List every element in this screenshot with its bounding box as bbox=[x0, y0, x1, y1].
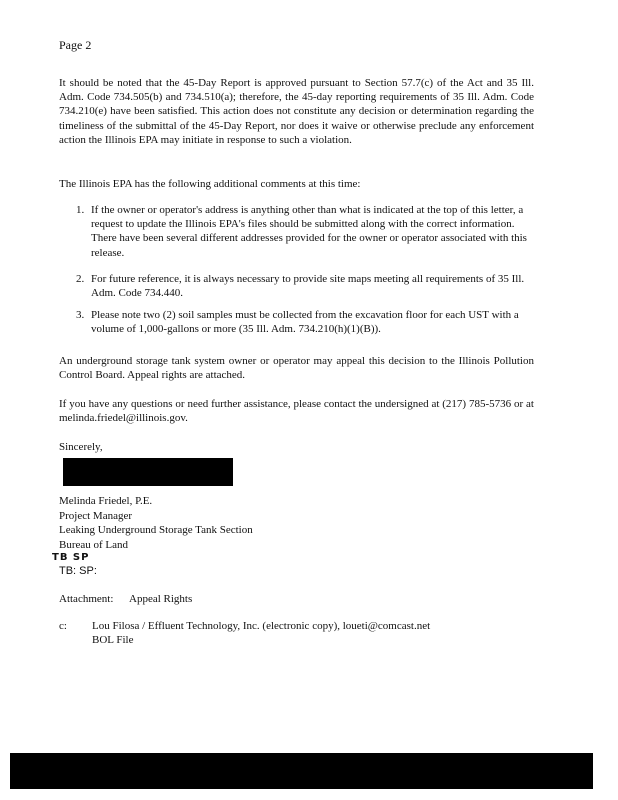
list-text: For future reference, it is always necessary to provide site maps meeting all requirements of 35 Ill. Adm. Code 734.440. bbox=[91, 272, 525, 300]
list-number: 1. bbox=[76, 204, 85, 216]
attachment-label: Attachment: bbox=[59, 593, 114, 605]
handwritten-initials: TB SP bbox=[52, 552, 90, 563]
cc-recipients bbox=[92, 619, 430, 647]
signer-name: Melinda Friedel, P.E. bbox=[59, 495, 153, 507]
redacted-footer bbox=[10, 753, 593, 789]
closing: Sincerely, bbox=[59, 441, 103, 453]
cc-line-1: Lou Filosa / Effluent Technology, Inc. (electronic copy), loueti@comcast.net bbox=[92, 620, 431, 632]
attachment-line bbox=[59, 592, 193, 606]
comments-intro: The Illinois EPA has the following additional comments at this time: bbox=[59, 178, 361, 190]
list-text: Please note two (2) soil samples must be collected from the excavation floor for each UST with a volume of 1,000-gallons or more (35 Ill. Adm. 734.210(h)(1)(B)). bbox=[91, 309, 519, 336]
list-number: 3. bbox=[76, 309, 85, 322]
signer-title: Project Manager bbox=[59, 509, 132, 522]
contact-paragraph: If you have any questions or need further assistance, please contact the undersigned at (217) 785-5736 or at melinda.friedel@illinois.gov. bbox=[59, 398, 534, 425]
typed-initials: TB: SP: bbox=[59, 565, 97, 577]
attachment-value: Appeal Rights bbox=[129, 593, 193, 605]
redacted-signature bbox=[63, 458, 233, 486]
comments-list bbox=[59, 203, 534, 346]
list-item bbox=[59, 272, 534, 300]
page-number: Page 2 bbox=[59, 38, 92, 52]
approval-paragraph: It should be noted that the 45-Day Report is approved pursuant to Section 57.7(c) of the Act and 35 Ill. Adm. Code 734.505(b) and 734.510(a); therefore, the 45-day reporting requirements of 35 Ill. Adm. Code 734.210(e) have been satisfied. This action does not constitute any decision or determination regarding the timeliness of the submittal of the 45-Day Report, nor does it waive or otherwise preclude any enforcement action the Illinois EPA may initiate in response to such a violation. bbox=[59, 77, 534, 146]
signer-bureau: Bureau of Land bbox=[59, 538, 129, 551]
signer-section: Leaking Underground Storage Tank Section bbox=[59, 524, 253, 537]
list-number: 2. bbox=[76, 272, 85, 285]
appeal-paragraph: An underground storage tank system owner or operator may appeal this decision to the Illinois Pollution Control Board. Appeal rights are attached. bbox=[59, 355, 534, 382]
list-item bbox=[59, 308, 534, 336]
signature-block bbox=[59, 494, 253, 552]
cc-line-2: BOL File bbox=[92, 634, 134, 647]
cc-label: c: bbox=[59, 620, 67, 632]
list-item bbox=[59, 203, 534, 260]
list-text: If the owner or operator's address is anything other than what is indicated at the top of this letter, a request to update the Illinois EPA's files should be submitted along with the correct information. There have been several different addresses provided for the owner or operator associated with this release. bbox=[91, 204, 527, 259]
